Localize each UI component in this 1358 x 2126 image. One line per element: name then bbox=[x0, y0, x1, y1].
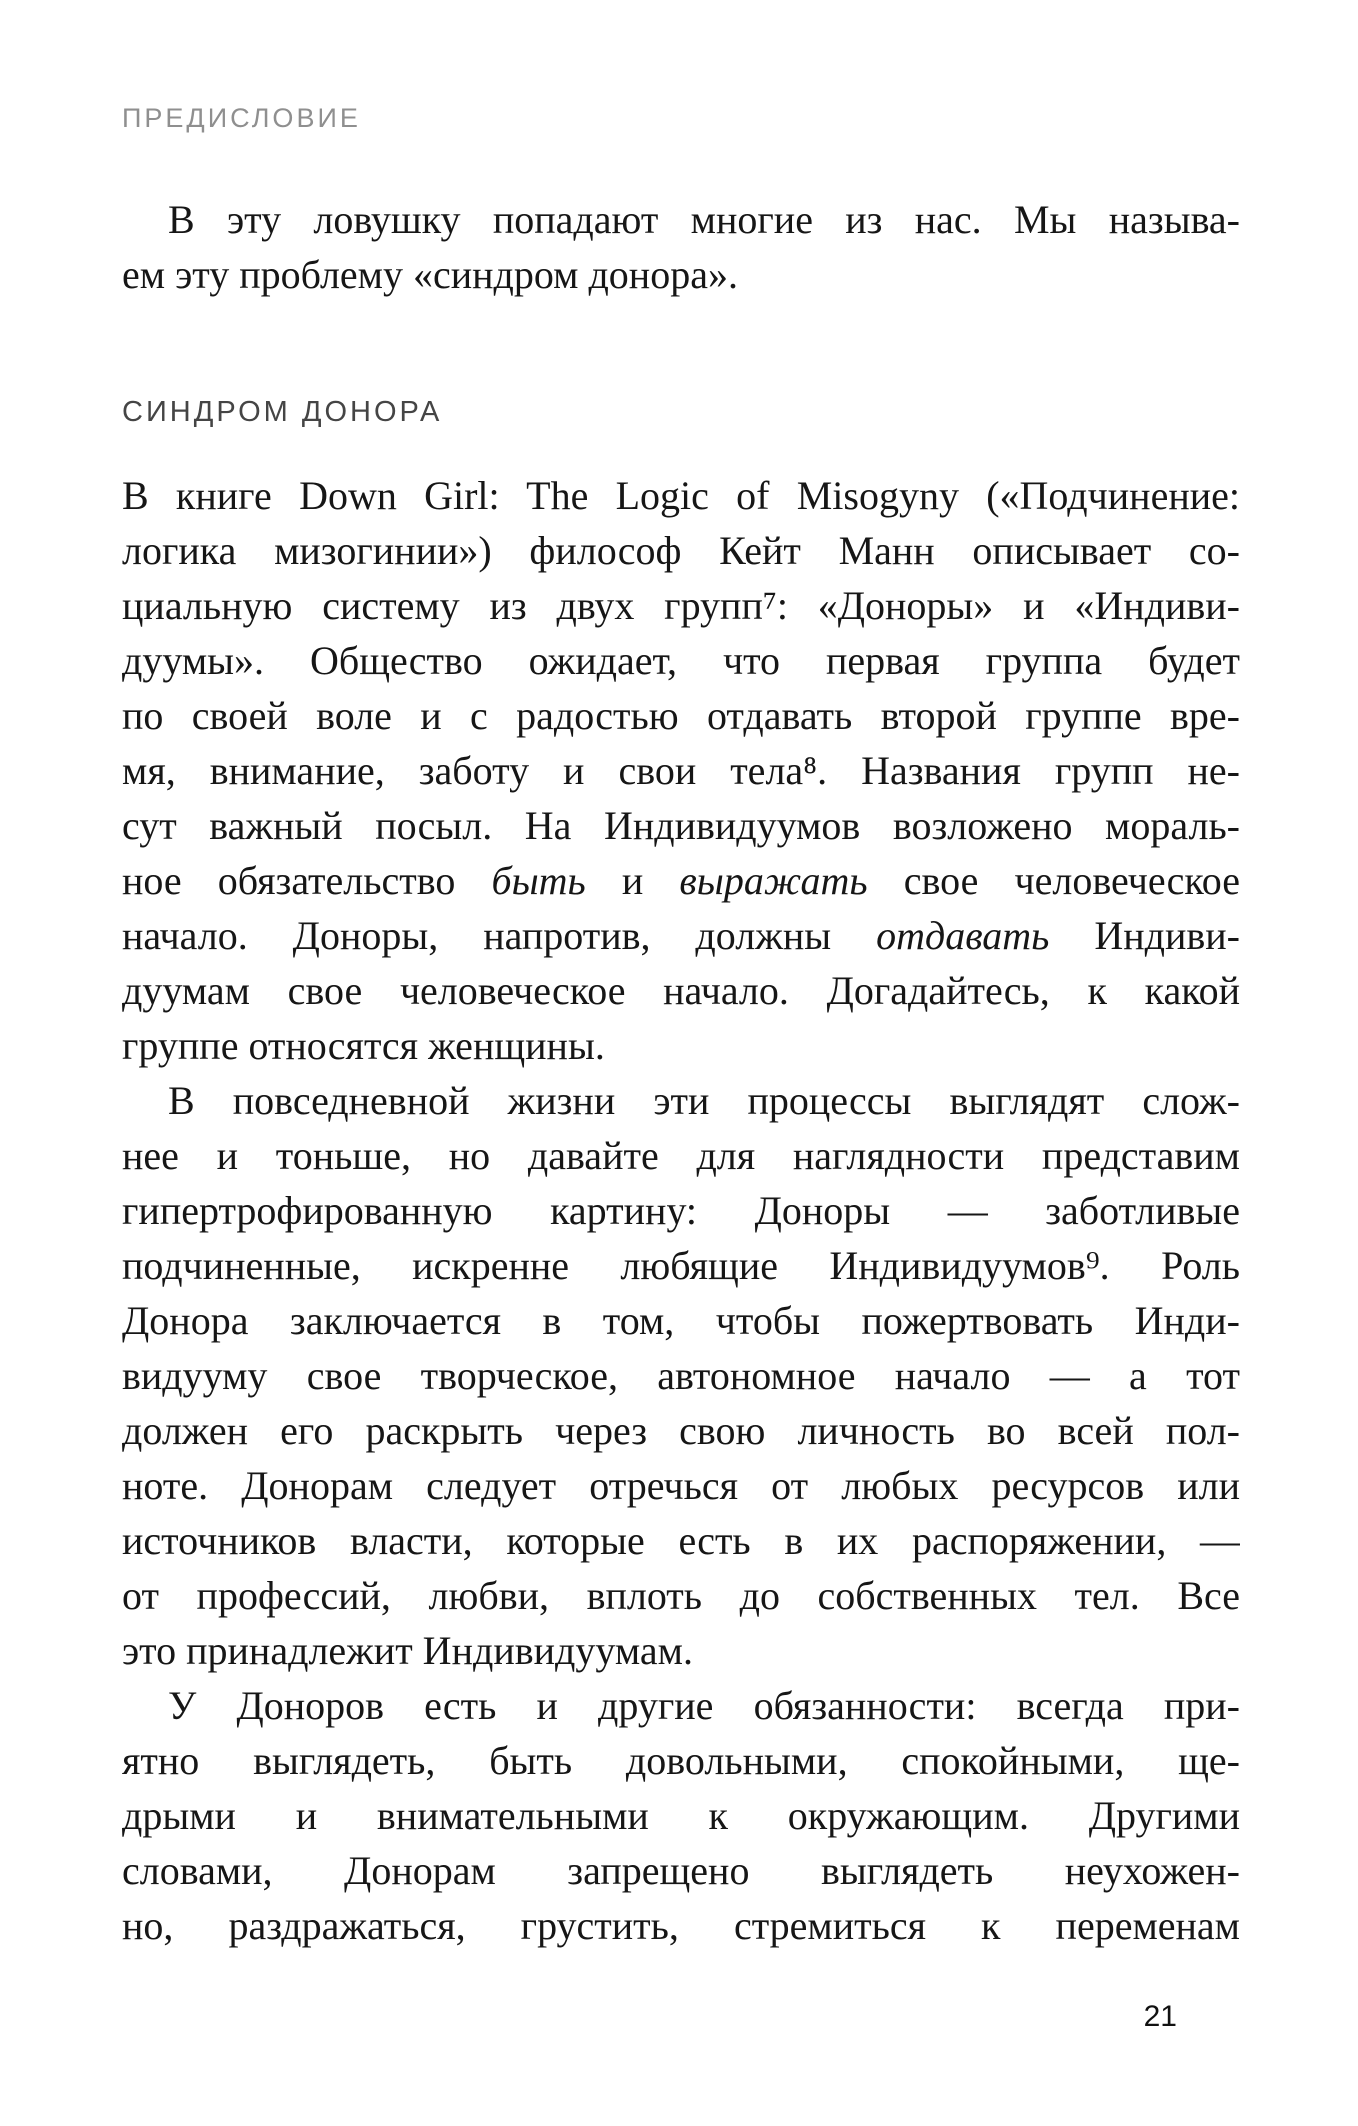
text-line: группе относятся женщины. bbox=[122, 1023, 605, 1068]
text-line: начало. Доноры, напротив, должны отдавать Индиви- bbox=[122, 913, 1240, 958]
section-heading: СИНДРОМ ДОНОРА bbox=[122, 396, 443, 428]
text-line: нее и тоньше, но давайте для наглядности представим bbox=[122, 1133, 1240, 1178]
text-line: мя, внимание, заботу и свои тела⁸. Названия групп не- bbox=[122, 748, 1240, 793]
page-number: 21 bbox=[1143, 2000, 1177, 2033]
text-line: по своей воле и с радостью отдавать второй группе вре- bbox=[122, 693, 1240, 738]
paragraph bbox=[122, 192, 1240, 302]
text-line: У Доноров есть и другие обязанности: всегда при- bbox=[168, 1683, 1240, 1728]
body-text-block bbox=[122, 468, 1240, 1953]
text-line: дуумам свое человеческое начало. Догадайтесь, к какой bbox=[122, 968, 1240, 1013]
text-line: словами, Донорам запрещено выглядеть неухожен- bbox=[122, 1848, 1240, 1893]
text-line: Донора заключается в том, чтобы пожертвовать Инди- bbox=[122, 1298, 1240, 1343]
text-line: сут важный посыл. На Индивидуумов возложено мораль- bbox=[122, 803, 1240, 848]
text-line: ем эту проблему «синдром донора». bbox=[122, 252, 738, 297]
text-line: это принадлежит Индивидуумам. bbox=[122, 1628, 693, 1673]
paragraph bbox=[122, 1073, 1240, 1678]
text-line: циальную систему из двух групп⁷: «Доноры» и «Индиви- bbox=[122, 583, 1240, 628]
running-header: ПРЕДИСЛОВИЕ bbox=[122, 103, 361, 133]
text-line: дуумы». Общество ожидает, что первая группа будет bbox=[122, 638, 1240, 683]
text-line: ное обязательство быть и выражать свое человеческое bbox=[122, 858, 1240, 903]
text-line: видууму свое творческое, автономное начало — а тот bbox=[122, 1353, 1240, 1398]
text-line: от профессий, любви, вплоть до собственных тел. Все bbox=[122, 1573, 1240, 1618]
text-line: В книге Down Girl: The Logic of Misogyny («Подчинение: bbox=[122, 473, 1240, 518]
text-line: В повседневной жизни эти процессы выглядят слож- bbox=[168, 1078, 1240, 1123]
text-line: но, раздражаться, грустить, стремиться к переменам bbox=[122, 1903, 1240, 1948]
text-line: источников власти, которые есть в их распоряжении, — bbox=[122, 1518, 1240, 1563]
text-line: дрыми и внимательными к окружающим. Другими bbox=[122, 1793, 1240, 1838]
text-line: должен его раскрыть через свою личность во всей пол- bbox=[122, 1408, 1240, 1453]
paragraph bbox=[122, 468, 1240, 1073]
text-line: подчиненные, искренне любящие Индивидуумов⁹. Роль bbox=[122, 1243, 1240, 1288]
paragraph bbox=[122, 1678, 1240, 1953]
text-line: В эту ловушку попадают многие из нас. Мы называ- bbox=[168, 197, 1240, 242]
text-line: гипертрофированную картину: Доноры — заботливые bbox=[122, 1188, 1240, 1233]
text-line: логика мизогинии») философ Кейт Манн описывает со- bbox=[122, 528, 1240, 573]
intro-paragraph-block bbox=[122, 192, 1240, 302]
text-line: ятно выглядеть, быть довольными, спокойными, ще- bbox=[122, 1738, 1240, 1783]
text-line: ноте. Донорам следует отречься от любых ресурсов или bbox=[122, 1463, 1240, 1508]
